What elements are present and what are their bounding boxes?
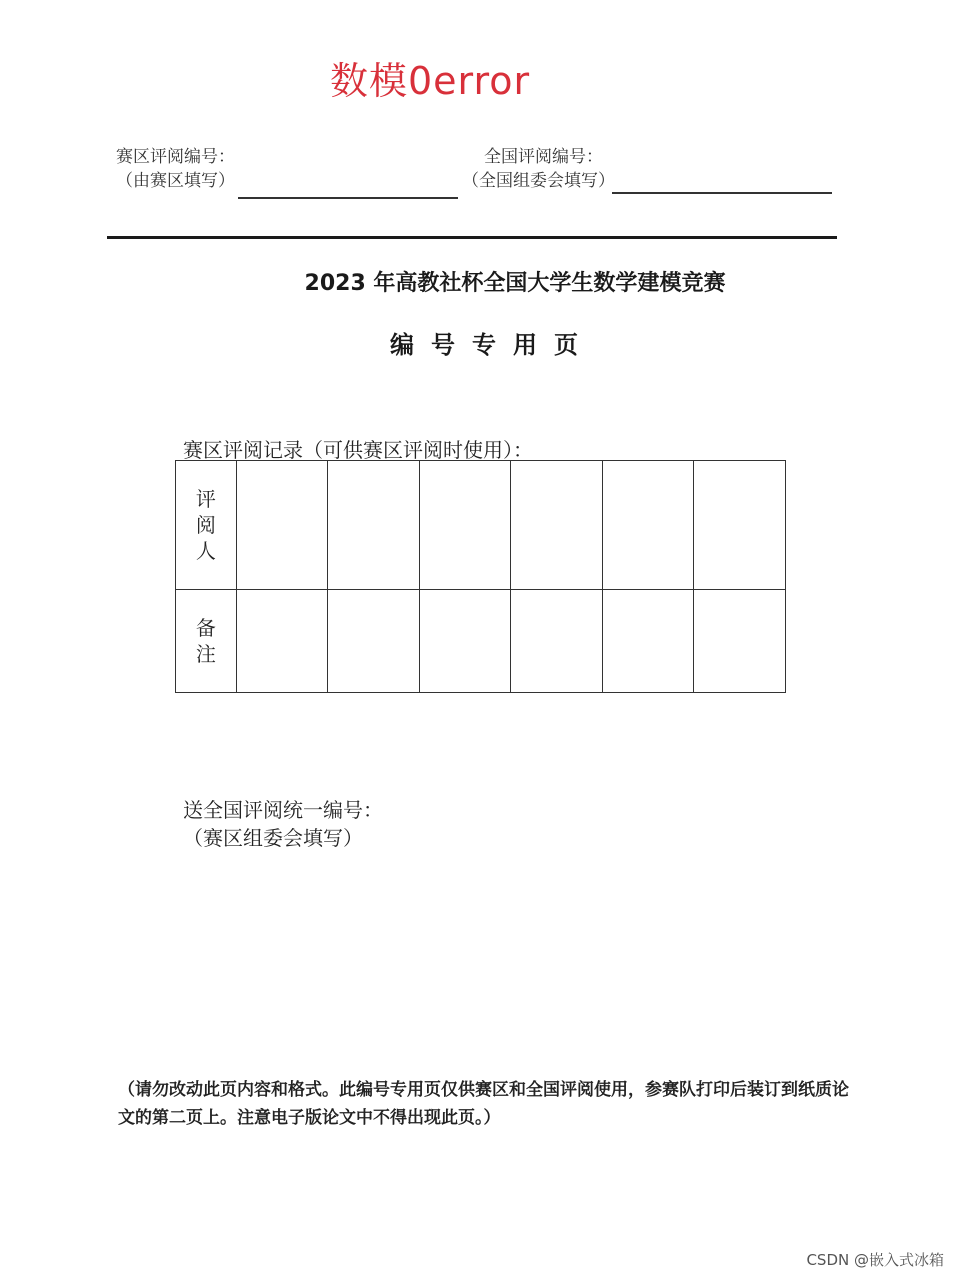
- region-review-number-note: （由赛区填写）: [116, 171, 235, 191]
- table-cell[interactable]: [511, 590, 603, 693]
- national-review-number-line[interactable]: [612, 192, 832, 194]
- table-cell[interactable]: [694, 461, 786, 590]
- table-cell[interactable]: [419, 590, 511, 693]
- table-cell[interactable]: [602, 590, 694, 693]
- row-label: 评阅人: [195, 487, 216, 563]
- table-cell[interactable]: [328, 461, 420, 590]
- national-unified-number-label: 送全国评阅统一编号：: [183, 798, 383, 822]
- table-cell[interactable]: [236, 461, 328, 590]
- watermark-text: 数模0error: [330, 59, 531, 103]
- review-record-caption: 赛区评阅记录（可供赛区评阅时使用）：: [183, 438, 533, 462]
- table-cell[interactable]: [511, 461, 603, 590]
- source-credit: CSDN @嵌入式冰箱: [806, 1251, 944, 1269]
- table-cell[interactable]: [602, 461, 694, 590]
- row-header-remarks: [176, 590, 237, 693]
- region-review-number-line[interactable]: [238, 197, 458, 199]
- header-divider: [107, 236, 837, 239]
- national-review-number-note: （全国组委会填写）: [462, 171, 615, 191]
- national-review-number-title: 全国评阅编号：: [484, 147, 603, 167]
- table-cell[interactable]: [236, 590, 328, 693]
- row-header-reviewer: [176, 461, 237, 590]
- region-review-number-label: [116, 145, 235, 193]
- table-row: [176, 461, 786, 590]
- table-cell[interactable]: [419, 461, 511, 590]
- table-cell[interactable]: [694, 590, 786, 693]
- table-row: [176, 590, 786, 693]
- page-subtitle: 编号专用页: [390, 331, 595, 359]
- instruction-note: （请勿改动此页内容和格式。此编号专用页仅供赛区和全国评阅使用，参赛队打印后装订到纸质论文的第二页上。注意电子版论文中不得出现此页。）: [118, 1080, 849, 1128]
- table-cell[interactable]: [328, 590, 420, 693]
- row-label: 备注: [195, 616, 216, 666]
- region-review-number-title: 赛区评阅编号：: [116, 147, 235, 167]
- national-unified-number: [183, 796, 383, 852]
- national-unified-number-note: （赛区组委会填写）: [183, 826, 363, 850]
- page-title: 2023 年高教社杯全国大学生数学建模竞赛: [304, 271, 726, 296]
- national-review-number-label: [462, 145, 615, 193]
- review-record-table: [175, 460, 786, 693]
